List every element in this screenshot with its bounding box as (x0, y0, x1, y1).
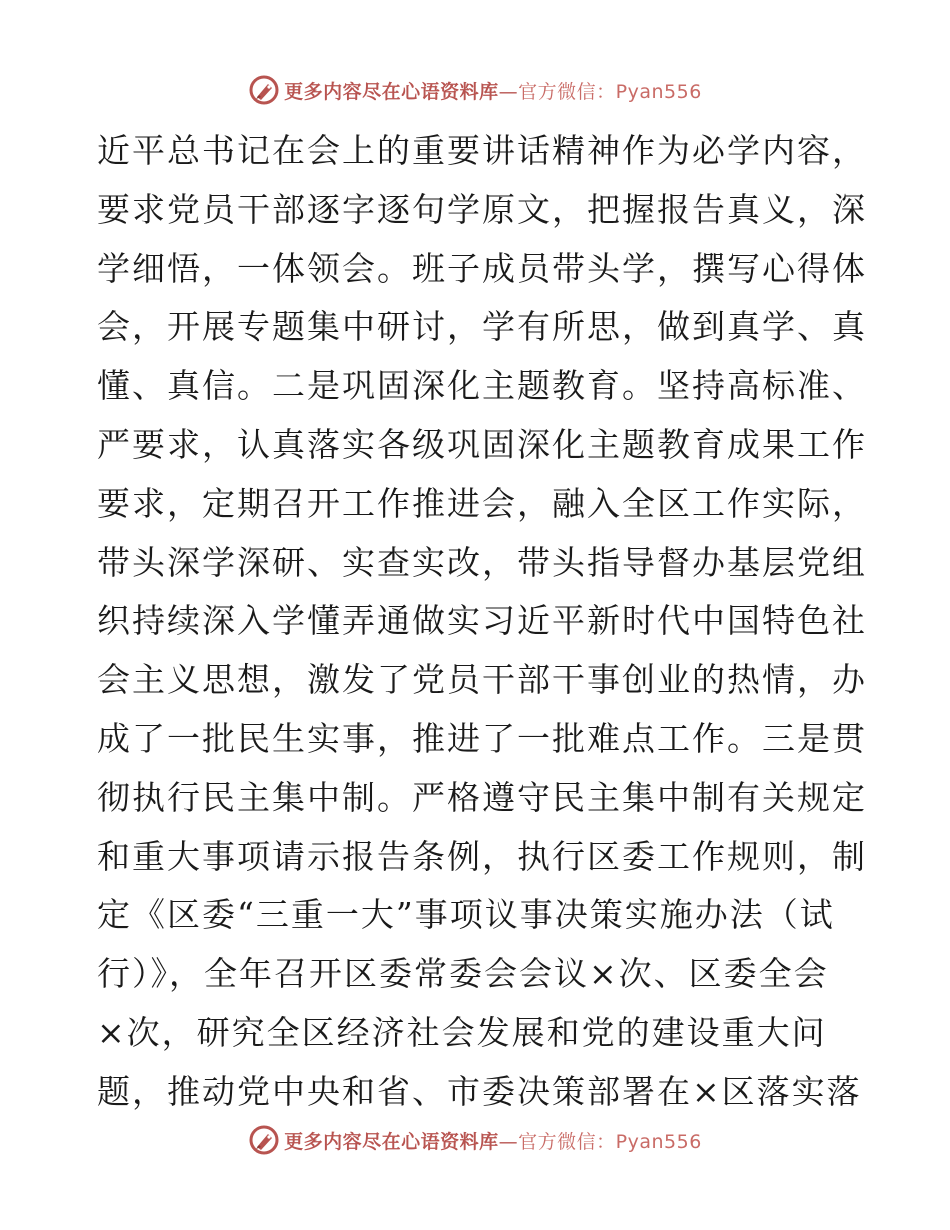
text-line: 近平总书记在会上的重要讲话精神作为必学内容， (97, 131, 867, 170)
watermark-separator: — (498, 1130, 519, 1153)
text-line: 懂、真信。二是巩固深化主题教育。坚持高标准、 (97, 366, 867, 406)
text-line: 定《区委“三重一大”事项议事决策实施办法（试 (97, 895, 835, 935)
text-line: ×次，研究全区经济社会发展和党的建设重大问 (97, 1012, 827, 1052)
text-line: 学细悟，一体领会。班子成员带头学，撰写心得体 (97, 248, 867, 288)
pen-nib-logo-icon (248, 1124, 280, 1156)
text-line: 题，推动党中央和省、市委决策部署在×区落实落 (97, 1071, 862, 1111)
watermark-site: 更多内容尽在心语资料库 (284, 80, 499, 103)
watermark-text (284, 77, 702, 104)
watermark-text (284, 1127, 702, 1154)
header-watermark (0, 70, 950, 110)
watermark-account: 官方微信：Pyan556 (518, 80, 702, 103)
watermark-separator: — (498, 80, 519, 103)
text-line: 会，开展专题集中研讨，学有所思，做到真学、真 (97, 307, 867, 347)
footer-watermark (0, 1120, 950, 1160)
text-line: 要求党员干部逐字逐句学原文，把握报告真义，深 (97, 189, 867, 229)
text-line: 和重大事项请示报告条例，执行区委工作规则，制 (97, 836, 867, 876)
body-text (97, 122, 867, 1122)
text-line: 带头深学深研、实查实改，带头指导督办基层党组 (97, 542, 867, 582)
pen-nib-logo-icon (248, 74, 280, 106)
text-line: 会主义思想，激发了党员干部干事创业的热情，办 (97, 660, 867, 700)
text-line: 织持续深入学懂弄通做实习近平新时代中国特色社 (97, 601, 867, 641)
watermark-account: 官方微信：Pyan556 (518, 1130, 702, 1153)
watermark-site: 更多内容尽在心语资料库 (284, 1130, 499, 1153)
text-line: 彻执行民主集中制。严格遵守民主集中制有关规定 (97, 777, 867, 817)
text-line: 要求，定期召开工作推进会，融入全区工作实际， (97, 483, 867, 523)
text-line: 行）》，全年召开区委常委会会议×次、区委全会 (97, 954, 829, 994)
text-line: 成了一批民生实事，推进了一批难点工作。三是贯 (97, 718, 867, 758)
text-line: 严要求，认真落实各级巩固深化主题教育成果工作 (97, 424, 867, 464)
